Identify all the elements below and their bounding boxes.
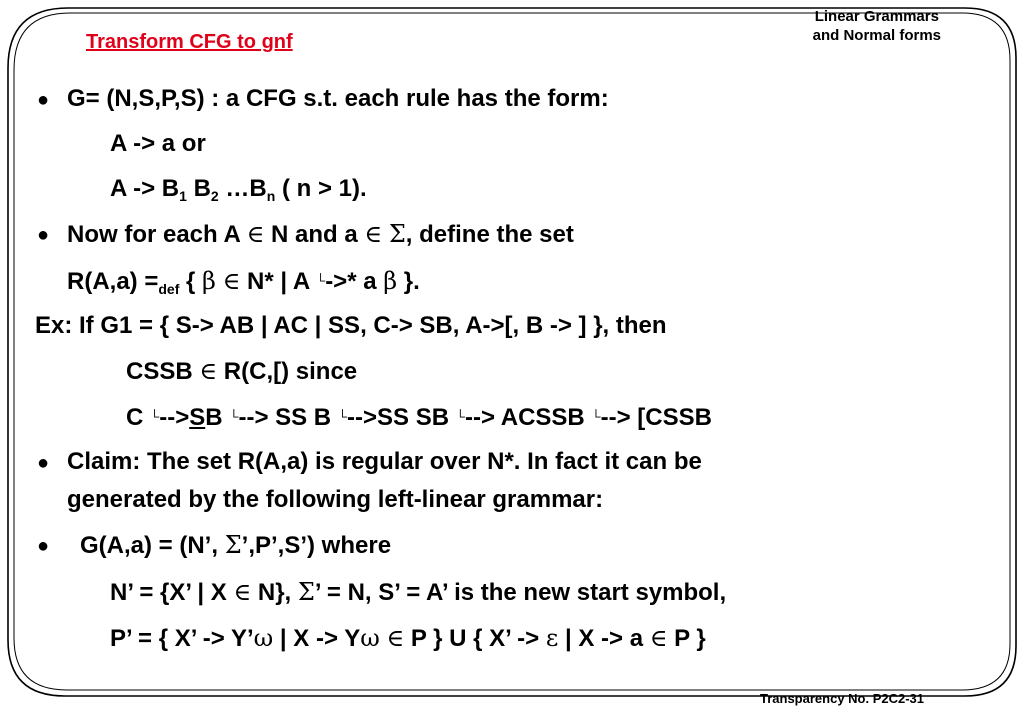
text-line-7: CSSB ∈ R(C,[) since	[126, 357, 358, 385]
element-of-symbol: ∈	[386, 624, 405, 652]
text-line-12: N’ = {X’ | X ∈ N}, Σ’ = N, S’ = A’ is the new start symbol,	[110, 578, 727, 606]
element-of-symbol: ∈	[199, 357, 218, 385]
element-of-symbol: ∈	[246, 220, 265, 248]
corner-caption	[813, 7, 941, 45]
text-line-4: Now for each A ∈ N and a ∈ Σ, define the set	[67, 220, 574, 248]
text-line-1: G= (N,S,P,S) : a CFG s.t. each rule has the form:	[67, 85, 609, 112]
sigma-symbol: Σ	[388, 220, 406, 248]
corner-caption-line2: and Normal forms	[812, 27, 941, 44]
element-of-symbol: ∈	[649, 624, 668, 652]
slide-title: Transform CFG to gnf	[86, 31, 293, 53]
epsilon-symbol: ε	[545, 624, 559, 652]
text-line-5: $R(A,a) =_{def}$ { β ∈ N* | A └->* a β }.	[67, 267, 420, 297]
text-line-9: Claim: The set R(A,a) is regular over N*. In fact it can be	[67, 448, 702, 475]
text-line-13: P’ = { X’ -> Y’ω | X -> Yω ∈ P } U { X’ -> ε | X -> a ∈ P }	[110, 624, 706, 652]
derive-mark: └	[315, 273, 326, 288]
text-line-2: A -> a or	[110, 130, 206, 157]
footer-caption: Transparency No. P2C2-31	[760, 691, 925, 706]
element-of-symbol: ∈	[222, 267, 241, 295]
corner-caption-line1: Linear Grammars	[814, 8, 939, 25]
bullet-icon: ●	[37, 452, 50, 474]
omega-symbol: ω	[253, 624, 274, 652]
text-line-6: Ex: If G1 = { S-> AB | AC | SS, C-> SB, A->[, B -> ] }, then	[35, 312, 667, 339]
text-line-11: G(A,a) = (N’, Σ’,P’,S’) where	[80, 531, 392, 559]
bullet-icon: ●	[37, 89, 50, 111]
element-of-symbol: ∈	[364, 220, 383, 248]
text-line-10: generated by the following left-linear grammar:	[67, 486, 604, 513]
omega-symbol: ω	[360, 624, 380, 652]
text-line-8: C └-->SB └--> SS B └-->SS SB └--> ACSSB └--> [CSSB	[126, 404, 712, 431]
beta-symbol: β	[202, 267, 216, 295]
element-of-symbol: ∈	[233, 578, 252, 606]
bullet-icon: ●	[37, 224, 50, 246]
beta-symbol: β	[383, 267, 398, 295]
sigma-symbol: Σ	[224, 531, 242, 559]
text-line-3: $A -> B_1$ $B_2$ $\dots B_n$ ( n > 1).	[110, 175, 367, 204]
bullet-icon: ●	[37, 535, 50, 557]
sigma-symbol: Σ	[297, 578, 315, 606]
